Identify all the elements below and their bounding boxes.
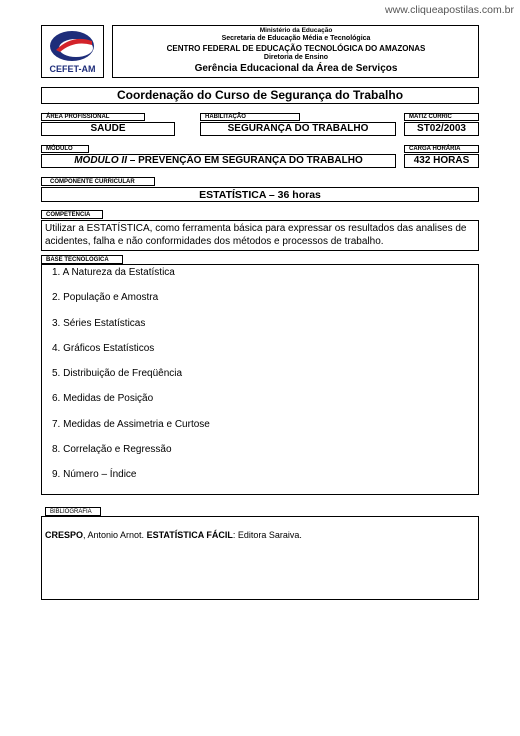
carga-label: CARGA HORÁRIA <box>404 145 479 153</box>
list-item: 3. Séries Estatísticas <box>52 318 146 329</box>
componente-value: ESTATÍSTICA – 36 horas <box>41 187 479 202</box>
header-gerencia: Gerência Educacional da Área de Serviços <box>194 63 398 74</box>
list-item: 8. Correlação e Regressão <box>52 444 172 455</box>
list-item: 6. Medidas de Posição <box>52 393 154 404</box>
list-item: 1. A Natureza da Estatística <box>52 267 175 278</box>
bibliografia-entry <box>45 530 302 540</box>
bibliografia-label: BIBLIOGRAFIA <box>45 507 101 516</box>
componente-label: COMPONENTE CURRICULAR <box>41 177 155 186</box>
area-label: ÁREA PROFISSIONAL <box>41 113 145 121</box>
list-item: 4. Gráficos Estatísticos <box>52 343 155 354</box>
base-label: BASE TECNOLÓGICA <box>41 255 123 264</box>
header-diretoria: Diretoria de Ensino <box>263 54 329 61</box>
bibliografia-publisher: : Editora Saraiva. <box>232 530 302 540</box>
list-item: 9. Número – Índice <box>52 469 137 480</box>
competencia-line-1: Utilizar a ESTATÍSTICA, como ferramenta básica para expressar os resultados das analises de <box>45 223 467 234</box>
bibliografia-author: CRESPO <box>45 530 84 540</box>
competencia-label: COMPETÊNCIA <box>41 210 103 219</box>
site-url[interactable]: www.cliqueapostilas.com.br <box>385 4 514 16</box>
matriz-label: MATIZ CURRIC <box>404 113 479 121</box>
carga-value: 432 HORAS <box>404 154 479 168</box>
modulo-value <box>41 154 396 168</box>
list-item: 2. População e Amostra <box>52 292 159 303</box>
header-centro: CENTRO FEDERAL DE EDUCAÇÃO TECNOLÓGICA DO AMAZONAS <box>166 44 426 53</box>
header-secretaria: Secretaria de Educação Média e Tecnológica <box>221 35 371 42</box>
modulo-description: – PREVENÇÃO EM SEGURANÇA DO TRABALHO <box>127 155 363 166</box>
habilitacao-value: SEGURANÇA DO TRABALHO <box>200 122 396 136</box>
cefet-logo-icon <box>42 28 103 64</box>
modulo-name: MÓDULO II <box>74 155 127 166</box>
competencia-line-2: acidentes, falha e não conformidades dos métodos e processos de trabalho. <box>45 236 384 247</box>
logo-text: CEFET-AM <box>49 64 96 74</box>
list-item: 7. Medidas de Assimetria e Curtose <box>52 419 210 430</box>
bibliografia-title: ESTATÍSTICA FÁCIL <box>146 530 233 540</box>
bibliografia-author-rest: , Antonio Arnot. <box>83 530 147 540</box>
modulo-label: MÓDULO <box>41 145 89 153</box>
bibliografia-box <box>41 516 479 600</box>
matriz-value: ST02/2003 <box>404 122 479 136</box>
logo-box <box>41 25 104 78</box>
area-value: SAÚDE <box>41 122 175 136</box>
header-ministry: Ministério da Educação <box>259 27 333 34</box>
course-title: Coordenação do Curso de Segurança do Trabalho <box>41 87 479 104</box>
list-item: 5. Distribuição de Freqüência <box>52 368 183 379</box>
habilitacao-label: HABILITAÇÃO <box>200 113 300 121</box>
